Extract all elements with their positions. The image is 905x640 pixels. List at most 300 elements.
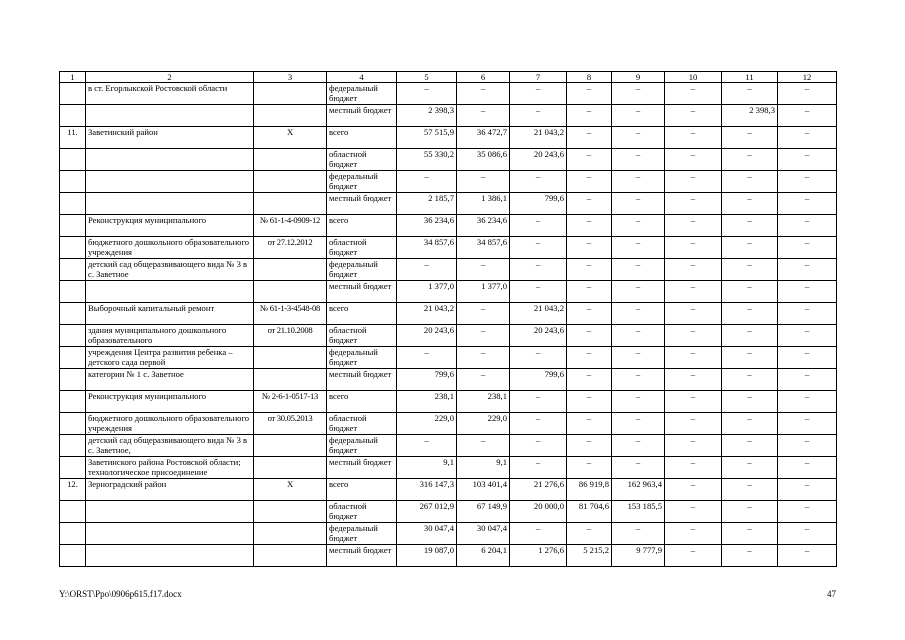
amount-cell: – [612, 83, 665, 105]
amount-cell: – [567, 325, 612, 347]
funding-source-cell: местный бюджет [327, 193, 397, 215]
amount-cell: 55 330,2 [397, 149, 457, 171]
amount-cell: – [665, 127, 722, 149]
document-number-cell [254, 435, 327, 457]
amount-cell: 21 043,2 [397, 303, 457, 325]
amount-cell: 36 234,6 [397, 215, 457, 237]
budget-table [59, 71, 837, 567]
row-number-cell [60, 391, 86, 413]
document-number-cell [254, 545, 327, 567]
document-number-cell: от 21.10.2008 [254, 325, 327, 347]
table-row [60, 281, 837, 303]
document-number-cell [254, 523, 327, 545]
document-number-cell: от 27.12.2012 [254, 237, 327, 259]
amount-cell: – [778, 281, 837, 303]
amount-cell: – [612, 435, 665, 457]
amount-cell: – [397, 347, 457, 369]
funding-source-cell: всего [327, 127, 397, 149]
funding-source-cell: всего [327, 215, 397, 237]
amount-cell: 799,6 [510, 369, 567, 391]
amount-cell: 316 147,3 [397, 479, 457, 501]
object-name-cell: бюджетного дошкольного образовательного учреждения [86, 237, 254, 259]
amount-cell: – [665, 237, 722, 259]
funding-source-cell: областной бюджет [327, 237, 397, 259]
funding-source-cell: всего [327, 391, 397, 413]
document-number-cell: № 61-1-4-0909-12 [254, 215, 327, 237]
amount-cell: – [778, 215, 837, 237]
amount-cell: – [567, 83, 612, 105]
amount-cell: 2 185,7 [397, 193, 457, 215]
row-number-cell: 12. [60, 479, 86, 501]
funding-source-cell: областной бюджет [327, 501, 397, 523]
amount-cell: 30 047,4 [397, 523, 457, 545]
row-number-cell [60, 281, 86, 303]
amount-cell: – [722, 171, 778, 193]
amount-cell: – [612, 193, 665, 215]
amount-cell: – [510, 215, 567, 237]
amount-cell: 103 401,4 [457, 479, 510, 501]
amount-cell: – [510, 171, 567, 193]
amount-cell: – [722, 325, 778, 347]
funding-source-cell: местный бюджет [327, 281, 397, 303]
document-number-cell [254, 281, 327, 303]
amount-cell: – [510, 105, 567, 127]
amount-cell: – [665, 479, 722, 501]
document-number-cell: Х [254, 127, 327, 149]
amount-cell: – [612, 171, 665, 193]
amount-cell: – [612, 215, 665, 237]
row-number-cell [60, 347, 86, 369]
amount-cell: – [778, 457, 837, 479]
funding-source-cell: местный бюджет [327, 369, 397, 391]
column-number: 10 [665, 72, 722, 83]
amount-cell: – [567, 105, 612, 127]
amount-cell: – [778, 325, 837, 347]
document-number-cell [254, 83, 327, 105]
amount-cell: – [778, 127, 837, 149]
amount-cell: – [612, 325, 665, 347]
amount-cell: – [510, 413, 567, 435]
funding-source-cell: всего [327, 303, 397, 325]
amount-cell: 9 777,9 [612, 545, 665, 567]
object-name-cell: категории № 1 с. Заветное [86, 369, 254, 391]
funding-source-cell: местный бюджет [327, 105, 397, 127]
amount-cell: – [457, 83, 510, 105]
header-row [60, 72, 837, 83]
amount-cell: – [612, 347, 665, 369]
document-number-cell: Х [254, 479, 327, 501]
amount-cell: – [567, 281, 612, 303]
document-number-cell [254, 171, 327, 193]
document-number-cell [254, 193, 327, 215]
amount-cell: – [665, 149, 722, 171]
amount-cell: – [778, 259, 837, 281]
amount-cell: 162 963,4 [612, 479, 665, 501]
amount-cell: 799,6 [397, 369, 457, 391]
row-number-cell [60, 413, 86, 435]
amount-cell: – [457, 171, 510, 193]
amount-cell: 229,0 [457, 413, 510, 435]
amount-cell: – [397, 83, 457, 105]
funding-source-cell: федеральный бюджет [327, 435, 397, 457]
amount-cell: – [612, 457, 665, 479]
document-number-cell [254, 501, 327, 523]
amount-cell: – [457, 325, 510, 347]
amount-cell: – [722, 391, 778, 413]
row-number-cell [60, 259, 86, 281]
amount-cell: – [612, 237, 665, 259]
file-path: Y:\ORST\Ppo\0906p615.f17.docx [59, 589, 182, 599]
amount-cell: – [665, 303, 722, 325]
column-number: 7 [510, 72, 567, 83]
amount-cell: – [457, 105, 510, 127]
amount-cell: – [722, 259, 778, 281]
amount-cell: – [665, 171, 722, 193]
object-name-cell: детский сад общеразвивающего вида № 3 в с. Заветное [86, 259, 254, 281]
funding-source-cell: местный бюджет [327, 545, 397, 567]
amount-cell: – [567, 259, 612, 281]
table-row [60, 171, 837, 193]
row-number-cell [60, 501, 86, 523]
amount-cell: 34 857,6 [457, 237, 510, 259]
page-number: 47 [827, 589, 836, 599]
amount-cell: 267 012,9 [397, 501, 457, 523]
amount-cell: – [457, 259, 510, 281]
amount-cell: – [778, 105, 837, 127]
amount-cell: – [510, 347, 567, 369]
amount-cell: – [612, 369, 665, 391]
amount-cell: 21 276,6 [510, 479, 567, 501]
amount-cell: – [567, 193, 612, 215]
amount-cell: 1 377,0 [457, 281, 510, 303]
amount-cell: – [567, 413, 612, 435]
row-number-cell [60, 435, 86, 457]
funding-source-cell: федеральный бюджет [327, 171, 397, 193]
amount-cell: – [510, 83, 567, 105]
object-name-cell [86, 149, 254, 171]
amount-cell: – [510, 391, 567, 413]
funding-source-cell: местный бюджет [327, 457, 397, 479]
document-number-cell [254, 259, 327, 281]
amount-cell: – [665, 325, 722, 347]
table-row [60, 325, 837, 347]
object-name-cell: Заветинского района Ростовской области; технологическое присоединение [86, 457, 254, 479]
row-number-cell [60, 83, 86, 105]
funding-source-cell: областной бюджет [327, 413, 397, 435]
amount-cell: – [510, 259, 567, 281]
amount-cell: – [567, 457, 612, 479]
table-row [60, 105, 837, 127]
amount-cell: – [778, 149, 837, 171]
amount-cell: 30 047,4 [457, 523, 510, 545]
document-number-cell: № 61-1-3-4548-08 [254, 303, 327, 325]
amount-cell: 20 243,6 [397, 325, 457, 347]
table-row [60, 391, 837, 413]
funding-source-cell: всего [327, 479, 397, 501]
amount-cell: – [567, 369, 612, 391]
table-row [60, 369, 837, 391]
table-row [60, 149, 837, 171]
row-number-cell [60, 105, 86, 127]
funding-source-cell: федеральный бюджет [327, 259, 397, 281]
object-name-cell: бюджетного дошкольного образовательного учреждения [86, 413, 254, 435]
document-number-cell [254, 369, 327, 391]
amount-cell: – [778, 413, 837, 435]
row-number-cell [60, 325, 86, 347]
object-name-cell: здания муниципального дошкольного образовательного [86, 325, 254, 347]
object-name-cell: Выборочный капитальный ремонт [86, 303, 254, 325]
amount-cell: – [510, 457, 567, 479]
object-name-cell: детский сад общеразвивающего вида № 3 в с. Заветное, [86, 435, 254, 457]
document-number-cell [254, 457, 327, 479]
document-number-cell: от 30.05.2013 [254, 413, 327, 435]
amount-cell: – [510, 237, 567, 259]
amount-cell: – [722, 479, 778, 501]
amount-cell: 229,0 [397, 413, 457, 435]
row-number-cell [60, 369, 86, 391]
amount-cell: – [722, 303, 778, 325]
amount-cell: 1 377,0 [397, 281, 457, 303]
row-number-cell [60, 303, 86, 325]
amount-cell: – [457, 347, 510, 369]
amount-cell: 36 472,7 [457, 127, 510, 149]
document-number-cell [254, 105, 327, 127]
amount-cell: 67 149,9 [457, 501, 510, 523]
amount-cell: – [722, 545, 778, 567]
amount-cell: – [722, 193, 778, 215]
object-name-cell [86, 523, 254, 545]
table-row [60, 83, 837, 105]
row-number-cell [60, 545, 86, 567]
amount-cell: – [665, 413, 722, 435]
table-row [60, 127, 837, 149]
amount-cell: 20 243,6 [510, 149, 567, 171]
amount-cell: – [665, 391, 722, 413]
amount-cell: 21 043,2 [510, 303, 567, 325]
table-row [60, 347, 837, 369]
amount-cell: – [722, 413, 778, 435]
column-number: 6 [457, 72, 510, 83]
amount-cell: – [510, 523, 567, 545]
object-name-cell: Реконструкция муниципального [86, 215, 254, 237]
amount-cell: – [665, 435, 722, 457]
amount-cell: – [665, 281, 722, 303]
amount-cell: – [665, 369, 722, 391]
table-row [60, 545, 837, 567]
amount-cell: 20 000,0 [510, 501, 567, 523]
column-number: 1 [60, 72, 86, 83]
amount-cell: – [665, 83, 722, 105]
column-number: 4 [327, 72, 397, 83]
amount-cell: 35 086,6 [457, 149, 510, 171]
amount-cell: – [722, 501, 778, 523]
object-name-cell: в ст. Егорлыкской Ростовской области [86, 83, 254, 105]
amount-cell: 9,1 [457, 457, 510, 479]
funding-source-cell: федеральный бюджет [327, 523, 397, 545]
table-row [60, 523, 837, 545]
amount-cell: – [612, 281, 665, 303]
amount-cell: – [665, 215, 722, 237]
amount-cell: 799,6 [510, 193, 567, 215]
column-number: 12 [778, 72, 837, 83]
table-row [60, 215, 837, 237]
table-row [60, 479, 837, 501]
funding-source-cell: федеральный бюджет [327, 83, 397, 105]
row-number-cell [60, 457, 86, 479]
column-number: 9 [612, 72, 665, 83]
amount-cell: – [778, 501, 837, 523]
amount-cell: – [397, 435, 457, 457]
amount-cell: – [457, 435, 510, 457]
amount-cell: – [612, 523, 665, 545]
funding-source-cell: областной бюджет [327, 149, 397, 171]
amount-cell: – [722, 127, 778, 149]
object-name-cell [86, 501, 254, 523]
amount-cell: – [778, 303, 837, 325]
row-number-cell [60, 193, 86, 215]
amount-cell: – [665, 259, 722, 281]
amount-cell: 36 234,6 [457, 215, 510, 237]
amount-cell: – [457, 369, 510, 391]
amount-cell: – [612, 259, 665, 281]
amount-cell: 20 243,6 [510, 325, 567, 347]
amount-cell: – [722, 237, 778, 259]
amount-cell: – [778, 523, 837, 545]
amount-cell: 2 398,3 [397, 105, 457, 127]
amount-cell: – [665, 523, 722, 545]
amount-cell: – [722, 83, 778, 105]
amount-cell: – [722, 347, 778, 369]
amount-cell: – [722, 523, 778, 545]
amount-cell: – [722, 369, 778, 391]
amount-cell: 86 919,8 [567, 479, 612, 501]
column-number: 5 [397, 72, 457, 83]
amount-cell: 6 204,1 [457, 545, 510, 567]
amount-cell: – [612, 105, 665, 127]
amount-cell: – [665, 105, 722, 127]
table-row [60, 501, 837, 523]
amount-cell: 81 704,6 [567, 501, 612, 523]
document-number-cell [254, 347, 327, 369]
amount-cell: 1 386,1 [457, 193, 510, 215]
row-number-cell: 11. [60, 127, 86, 149]
amount-cell: – [397, 171, 457, 193]
table-row [60, 193, 837, 215]
column-number: 2 [86, 72, 254, 83]
object-name-cell [86, 545, 254, 567]
object-name-cell [86, 105, 254, 127]
amount-cell: 9,1 [397, 457, 457, 479]
amount-cell: – [722, 435, 778, 457]
amount-cell: – [567, 237, 612, 259]
amount-cell: – [567, 391, 612, 413]
amount-cell: – [567, 347, 612, 369]
amount-cell: – [778, 83, 837, 105]
amount-cell: 238,1 [397, 391, 457, 413]
amount-cell: – [778, 193, 837, 215]
funding-source-cell: областной бюджет [327, 325, 397, 347]
amount-cell: – [612, 303, 665, 325]
amount-cell: – [778, 171, 837, 193]
table-row [60, 303, 837, 325]
amount-cell: – [665, 193, 722, 215]
column-number: 3 [254, 72, 327, 83]
amount-cell: – [567, 523, 612, 545]
amount-cell: – [457, 303, 510, 325]
amount-cell: 57 515,9 [397, 127, 457, 149]
amount-cell: – [665, 501, 722, 523]
amount-cell: 2 398,3 [722, 105, 778, 127]
amount-cell: – [778, 545, 837, 567]
object-name-cell [86, 281, 254, 303]
amount-cell: – [567, 435, 612, 457]
amount-cell: – [567, 171, 612, 193]
amount-cell: – [778, 479, 837, 501]
amount-cell: – [567, 215, 612, 237]
amount-cell: 21 043,2 [510, 127, 567, 149]
object-name-cell: Реконструкция муниципального [86, 391, 254, 413]
row-number-cell [60, 215, 86, 237]
amount-cell: – [778, 391, 837, 413]
amount-cell: – [397, 259, 457, 281]
object-name-cell: Зерноградский район [86, 479, 254, 501]
row-number-cell [60, 237, 86, 259]
amount-cell: – [778, 237, 837, 259]
amount-cell: – [722, 215, 778, 237]
amount-cell: – [722, 149, 778, 171]
document-number-cell [254, 149, 327, 171]
amount-cell: – [612, 391, 665, 413]
amount-cell: – [722, 281, 778, 303]
amount-cell: – [778, 435, 837, 457]
row-number-cell [60, 523, 86, 545]
table-row [60, 457, 837, 479]
object-name-cell [86, 193, 254, 215]
table-row [60, 237, 837, 259]
amount-cell: – [665, 457, 722, 479]
object-name-cell: учреждения Центра развития ребенка – детского сада первой [86, 347, 254, 369]
column-number: 8 [567, 72, 612, 83]
amount-cell: – [567, 127, 612, 149]
amount-cell: – [567, 149, 612, 171]
amount-cell: – [778, 347, 837, 369]
amount-cell: – [612, 149, 665, 171]
amount-cell: 34 857,6 [397, 237, 457, 259]
amount-cell: – [612, 127, 665, 149]
amount-cell: 238,1 [457, 391, 510, 413]
object-name-cell [86, 171, 254, 193]
amount-cell: 1 276,6 [510, 545, 567, 567]
table-row [60, 259, 837, 281]
document-number-cell: № 2-6-1-0517-13 [254, 391, 327, 413]
amount-cell: 5 215,2 [567, 545, 612, 567]
amount-cell: – [778, 369, 837, 391]
amount-cell: – [665, 545, 722, 567]
amount-cell: – [510, 281, 567, 303]
amount-cell: – [722, 457, 778, 479]
row-number-cell [60, 149, 86, 171]
amount-cell: – [510, 435, 567, 457]
object-name-cell: Заветинский район [86, 127, 254, 149]
funding-source-cell: федеральный бюджет [327, 347, 397, 369]
amount-cell: – [665, 347, 722, 369]
amount-cell: – [612, 413, 665, 435]
amount-cell: 19 087,0 [397, 545, 457, 567]
table-row [60, 435, 837, 457]
column-number: 11 [722, 72, 778, 83]
row-number-cell [60, 171, 86, 193]
table-row [60, 413, 837, 435]
